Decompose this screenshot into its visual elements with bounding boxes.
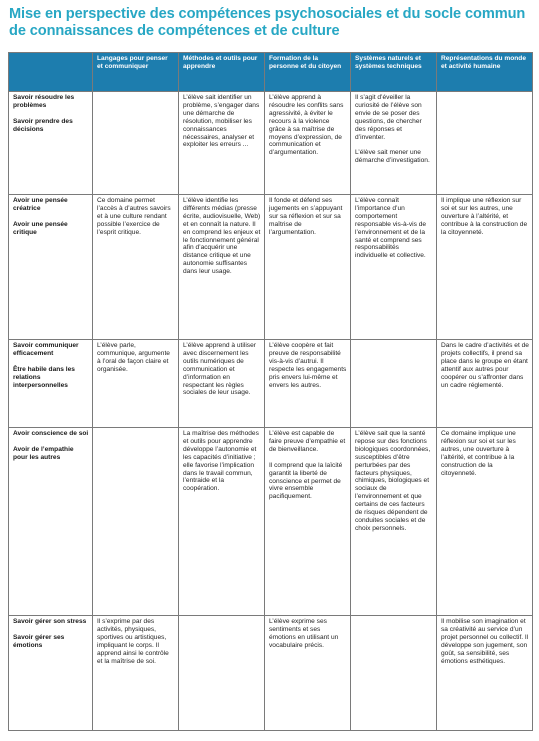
- cell-paragraph: Il implique une réflexion sur soi et sur les autres, une ouverture à l’altérité, et contribue à la construction de la citoyenneté.: [441, 197, 528, 236]
- row-header-gap: [13, 626, 89, 634]
- row-header-gap: [13, 110, 89, 118]
- table-row: [9, 92, 533, 195]
- cell-methodes: [179, 195, 265, 340]
- header-formation: Formation de la personne et du citoyen: [265, 53, 351, 92]
- cell-paragraph: L’élève coopère et fait preuve de responsabilité vis-à-vis d’autrui. Il respecte les engagements pris envers lui-même et envers les autres.: [269, 342, 347, 389]
- cell-paragraph: Dans le cadre d’activités et de projets collectifs, il prend sa place dans le groupe en étant attentif aux autres pour coopérer ou s’affronter dans un cadre réglementé.: [441, 342, 529, 389]
- row-header-label: Avoir conscience de soi: [13, 430, 89, 437]
- cell-langages: [93, 616, 179, 731]
- row-header-label: Avoir de l’empathie pour les autres: [13, 445, 74, 461]
- cell-formation: [265, 616, 351, 731]
- row-header-cell: [9, 92, 93, 195]
- row-header-label: Savoir résoudre les problèmes: [13, 94, 75, 109]
- cell-langages: [93, 428, 179, 616]
- cell-paragraph: L’élève connaît l’importance d’un comportement responsable vis-à-vis de l’environnement et de la santé et comprend ses responsabilités individuelle et collective.: [355, 197, 427, 260]
- cell-langages: [93, 92, 179, 195]
- table-header-row: [9, 53, 533, 92]
- row-header-label: Avoir une pensée créatrice: [13, 197, 68, 212]
- cell-paragraph: L’élève sait identifier un problème, s’engager dans une démarche de résolution, mobiliser les connaissances nécessaires, analyser et exploiter les erreurs ...: [183, 94, 260, 149]
- cell-representations: [437, 195, 533, 340]
- row-header-label: Savoir communiquer efficacement: [13, 342, 79, 357]
- cell-representations: [437, 340, 533, 428]
- row-header-cell: [9, 616, 93, 731]
- row-header-gap: [13, 213, 89, 221]
- row-header-gap: [13, 358, 89, 366]
- header-representations: Représentations du monde et activité humaine: [437, 53, 533, 92]
- cell-paragraph: La maîtrise des méthodes et outils pour apprendre développe l’autonomie et les capacités d’initiative ; elle favorise l’implication dans le travail commun, l’entraide et la coopération.: [183, 430, 259, 493]
- cell-paragraph: Il fonde et défend ses jugements en s’appuyant sur sa réflexion et sur sa maîtrise de l’argumentation.: [269, 197, 343, 236]
- row-header-label: Savoir gérer son stress: [13, 618, 87, 625]
- cell-formation: [265, 428, 351, 616]
- table-row: [9, 340, 533, 428]
- cell-paragraph: Il mobilise son imagination et sa créativité au service d’un projet personnel ou collectif. Il développe son jugement, son goût, sa sensibilité, ses émotions esthétiques.: [441, 618, 529, 665]
- cell-methodes: [179, 428, 265, 616]
- cell-paragraph: L’élève parle, communique, argumente à l’oral de façon claire et organisée.: [97, 342, 170, 373]
- table-row: [9, 195, 533, 340]
- row-header-cell: [9, 340, 93, 428]
- row-header-label: Savoir prendre des décisions: [13, 117, 73, 133]
- cell-paragraph: L’élève exprime ses sentiments et ses émotions en utilisant un vocabulaire précis.: [269, 618, 339, 649]
- row-header-label: Savoir gérer ses émotions: [13, 633, 65, 649]
- cell-langages: [93, 195, 179, 340]
- cell-systemes: [351, 616, 437, 731]
- cell-systemes: [351, 428, 437, 616]
- cell-systemes: [351, 195, 437, 340]
- cell-langages: [93, 340, 179, 428]
- cell-paragraph: L’élève sait que la santé repose sur des fonctions biologiques coordonnées, susceptibles d’être perturbées par des facteurs physiques, chimiques, biologiques et sociaux de l’environnement et que certains de ces facteurs de risques dépendent de conduites sociales et de choix personnels.: [355, 430, 431, 532]
- row-header-gap: [13, 438, 89, 446]
- cell-paragraph: Ce domaine implique une réflexion sur soi et sur les autres, une ouverture à l’altérité, et contribue à la construction de la citoyenneté.: [441, 430, 516, 477]
- row-header-cell: [9, 428, 93, 616]
- header-methodes: Méthodes et outils pour apprendre: [179, 53, 265, 92]
- page-title: Mise en perspective des compétences psychosociales et du socle commun de connaissances de compétences et de culture: [9, 6, 526, 39]
- row-header-label: Être habile dans les relations interpersonnelles: [13, 365, 75, 389]
- row-header-label: Avoir une pensée critique: [13, 220, 68, 236]
- cell-paragraph: L’élève apprend à résoudre les conflits sans agressivité, à éviter le recours à la violence grâce à sa maîtrise de moyens d’expression, de communication et d’argumentation.: [269, 94, 344, 157]
- header-systemes: Systèmes naturels et systèmes techniques: [351, 53, 437, 92]
- cell-methodes: [179, 340, 265, 428]
- competences-table: [8, 52, 533, 731]
- cell-systemes: [351, 92, 437, 195]
- cell-paragraph: Il s’agit d’éveiller la curiosité de l’élève son envie de se poser des questions, de chercher des réponses et d’inventer.: [355, 94, 422, 141]
- cell-formation: [265, 195, 351, 340]
- table-row: [9, 616, 533, 731]
- cell-methodes: [179, 616, 265, 731]
- cell-paragraph: L’élève apprend à utiliser avec discernement les outils numériques de communication et d’information en respectant les règles sociales de leur usage.: [183, 342, 256, 397]
- cell-methodes: [179, 92, 265, 195]
- header-corner-cell: [9, 53, 93, 92]
- cell-paragraph: L’élève sait mener une démarche d’investigation.: [355, 149, 430, 165]
- cell-paragraph: Il comprend que la laïcité garantit la liberté de conscience et permet de vivre ensemble pacifiquement.: [269, 461, 343, 501]
- cell-representations: [437, 428, 533, 616]
- table-row: [9, 428, 533, 616]
- cell-paragraph: L’élève est capable de faire preuve d’empathie et de bienveillance.: [269, 430, 346, 453]
- row-header-cell: [9, 195, 93, 340]
- cell-paragraph: L’élève identifie les différents médias (presse écrite, audiovisuelle, Web) et en connaît la nature. Il en comprend les enjeux et le fonctionnement général afin d’acquérir une distance critique et une autonomie suffisantes dans leur usage.: [183, 197, 261, 276]
- cell-formation: [265, 340, 351, 428]
- header-langages: Langages pour penser et communiquer: [93, 53, 179, 92]
- cell-representations: [437, 616, 533, 731]
- cell-systemes: [351, 340, 437, 428]
- cell-paragraph: Ce domaine permet l’accès à d’autres savoirs et à une culture rendant possible l’exercice de l’esprit critique.: [97, 197, 171, 236]
- cell-paragraph: Il s’exprime par des activités, physiques, sportives ou artistiques, impliquant le corps. Il apprend ainsi le contrôle et la maîtrise de soi.: [97, 618, 169, 665]
- cell-formation: [265, 92, 351, 195]
- cell-representations: [437, 92, 533, 195]
